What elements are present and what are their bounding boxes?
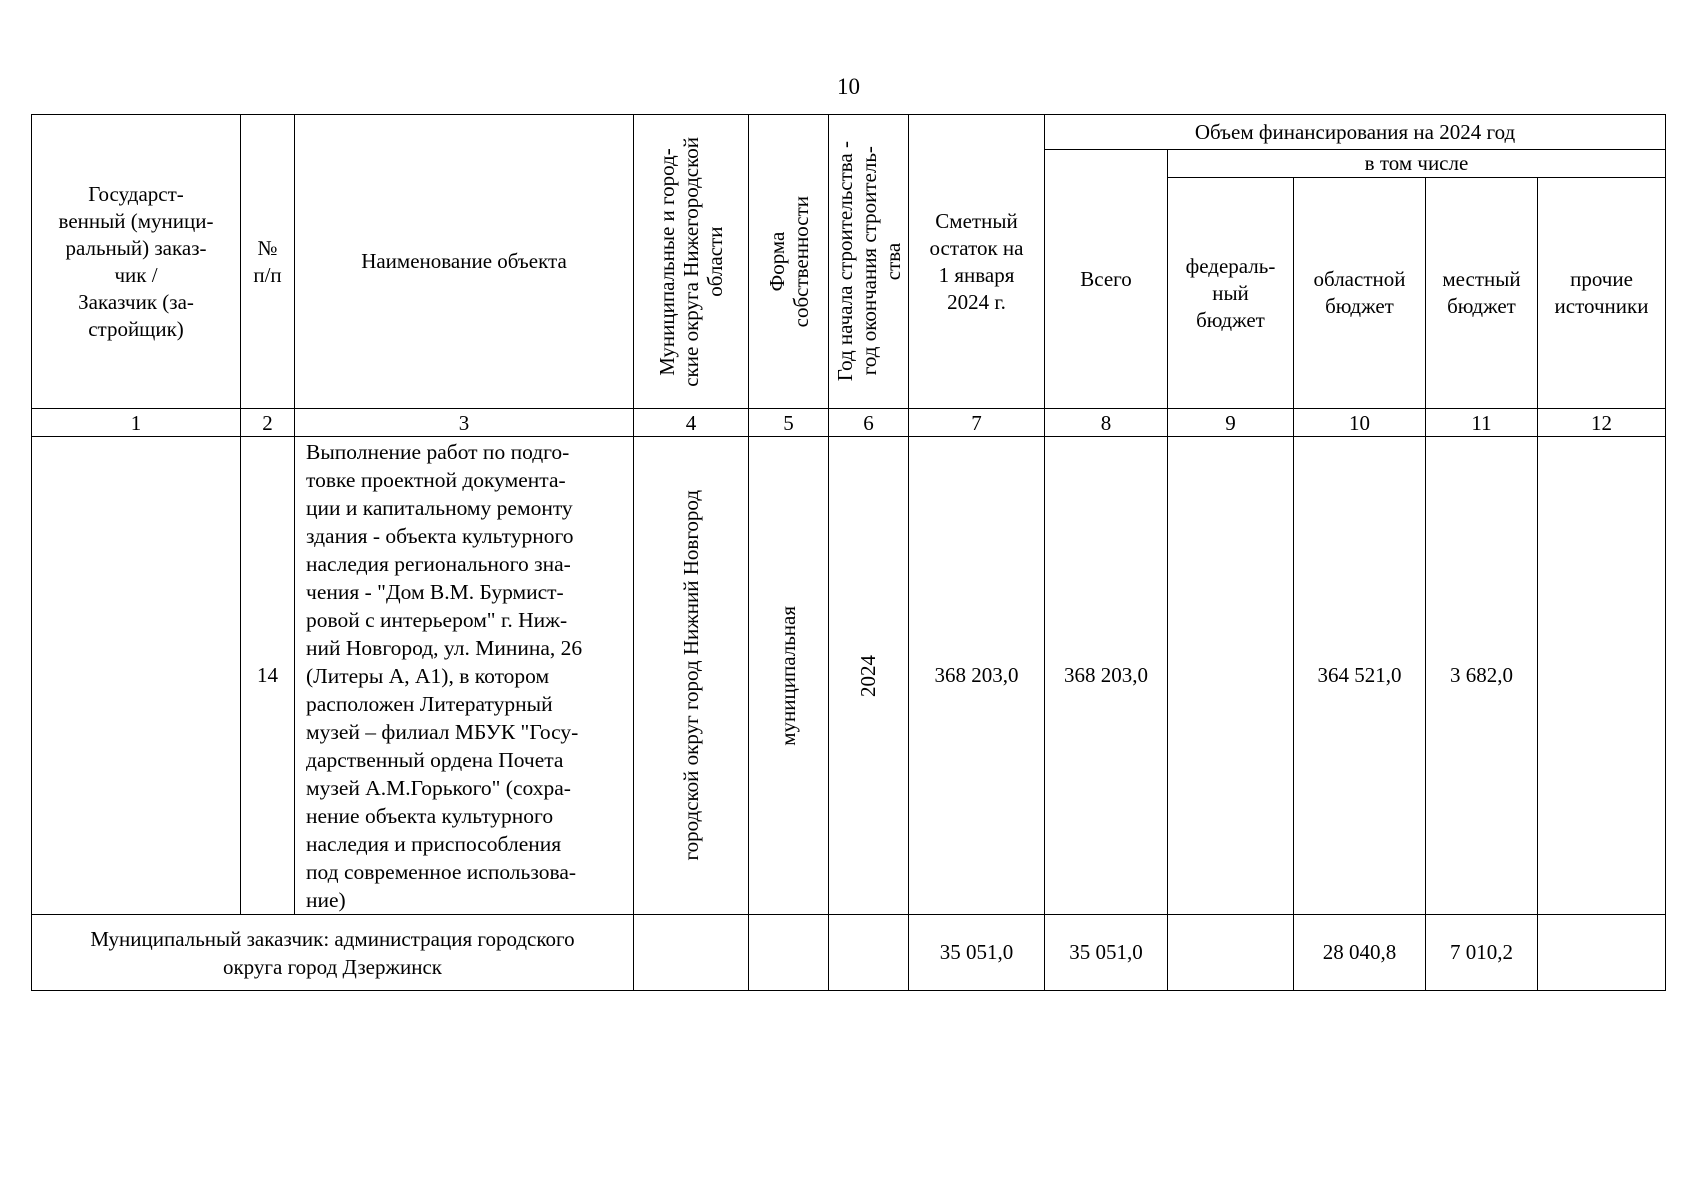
header-municipality-text: Муниципальные и город- ские округа Нижегородской области — [655, 136, 727, 387]
row-federal-cell — [1168, 437, 1294, 915]
header-customer-text: Государст- венный (муници- pальный) заказ- чик / Заказчик (за- стройщик) — [58, 181, 214, 341]
customer-summary-label: Муниципальный заказчик: администрация городского округа город Дзержинск — [90, 926, 575, 979]
table-row — [32, 437, 1666, 915]
column-number: 1 — [32, 409, 241, 437]
header-object-name-text: Наименование объекта — [361, 249, 567, 273]
row-object-name-cell — [295, 437, 634, 915]
row-ownership-cell — [749, 437, 829, 915]
row-object-name-text: Выполнение работ по подго- товке проектной документа- ции и капитальному ремонту здания - объекта культурного наследия регионального зна- чения - "Дом В.М. Бурмист- ровой с интерьером" г. Ниж- ний Новгород, ул. Минина, 26 (Литеры А, А1), в котором расположен Литературный музей – филиал МБУК "Госу- дарственный ордена Почета музей А.М.Горького" (сохра- нение объекта культурного наследия и приспособления под современное использова- ние) — [306, 439, 583, 912]
header-number — [241, 115, 295, 409]
row-municipality-text: городской округ город Нижний Новгород — [678, 490, 703, 861]
customer-summary-ownership-cell — [749, 915, 829, 991]
customer-summary-remaining-cell: 35 051,0 — [909, 915, 1045, 991]
header-funding-group — [1045, 115, 1666, 150]
header-other — [1538, 178, 1666, 409]
row-number-cell: 14 — [241, 437, 295, 915]
row-years-cell — [829, 437, 909, 915]
header-ownership-text: Форма собственности — [764, 195, 813, 328]
column-number: 12 — [1538, 409, 1666, 437]
row-regional-cell: 364 521,0 — [1294, 437, 1426, 915]
row-other-cell — [1538, 437, 1666, 915]
column-number: 9 — [1168, 409, 1294, 437]
header-funding-group-text: Объем финансирования на 2024 год — [1194, 119, 1516, 144]
customer-summary-label-cell — [32, 915, 634, 991]
header-local-text: местный бюджет — [1442, 267, 1521, 318]
header-remaining — [909, 115, 1045, 409]
customer-summary-total-cell: 35 051,0 — [1045, 915, 1168, 991]
header-local — [1426, 178, 1538, 409]
column-number: 2 — [241, 409, 295, 437]
header-number-text: № п/п — [253, 235, 282, 287]
column-number: 6 — [829, 409, 909, 437]
header-total — [1045, 150, 1168, 409]
header-regional-text: областной бюджет — [1313, 267, 1406, 318]
header-federal-text: федераль- ный бюджет — [1185, 253, 1276, 332]
header-other-text: прочие источники — [1554, 267, 1649, 318]
header-years — [829, 115, 909, 409]
row-local-cell: 3 682,0 — [1426, 437, 1538, 915]
customer-summary-regional-cell: 28 040,8 — [1294, 915, 1426, 991]
customer-summary-other-cell — [1538, 915, 1666, 991]
header-object-name — [295, 115, 634, 409]
header-row-1 — [32, 115, 1666, 150]
header-total-text: Всего — [1080, 266, 1132, 291]
column-number: 8 — [1045, 409, 1168, 437]
header-including — [1168, 150, 1666, 178]
header-including-text: в том числе — [1364, 151, 1469, 175]
row-municipality-cell — [634, 437, 749, 915]
header-remaining-text: Сметный остаток на 1 января 2024 г. — [929, 208, 1024, 314]
row-years-text: 2024 — [856, 654, 880, 697]
row-remaining-cell: 368 203,0 — [909, 437, 1045, 915]
row-total-cell: 368 203,0 — [1045, 437, 1168, 915]
column-numbers-row — [32, 409, 1666, 437]
header-municipality — [634, 115, 749, 409]
customer-summary-row — [32, 915, 1666, 991]
customer-summary-federal-cell — [1168, 915, 1294, 991]
customer-summary-local-cell: 7 010,2 — [1426, 915, 1538, 991]
row-ownership-text: муниципальная — [776, 605, 800, 746]
customer-summary-years-cell — [829, 915, 909, 991]
header-customer — [32, 115, 241, 409]
column-number: 7 — [909, 409, 1045, 437]
column-number: 4 — [634, 409, 749, 437]
row-customer-cell — [32, 437, 241, 915]
header-ownership — [749, 115, 829, 409]
column-number: 11 — [1426, 409, 1538, 437]
header-federal — [1168, 178, 1294, 409]
header-years-text: Год начала строительства - год окончания строитель- ства — [832, 141, 905, 382]
column-number: 10 — [1294, 409, 1426, 437]
page-number: 10 — [837, 74, 860, 99]
financing-table — [31, 114, 1666, 991]
header-regional — [1294, 178, 1426, 409]
column-number: 5 — [749, 409, 829, 437]
column-number: 3 — [295, 409, 634, 437]
customer-summary-municipality-cell — [634, 915, 749, 991]
